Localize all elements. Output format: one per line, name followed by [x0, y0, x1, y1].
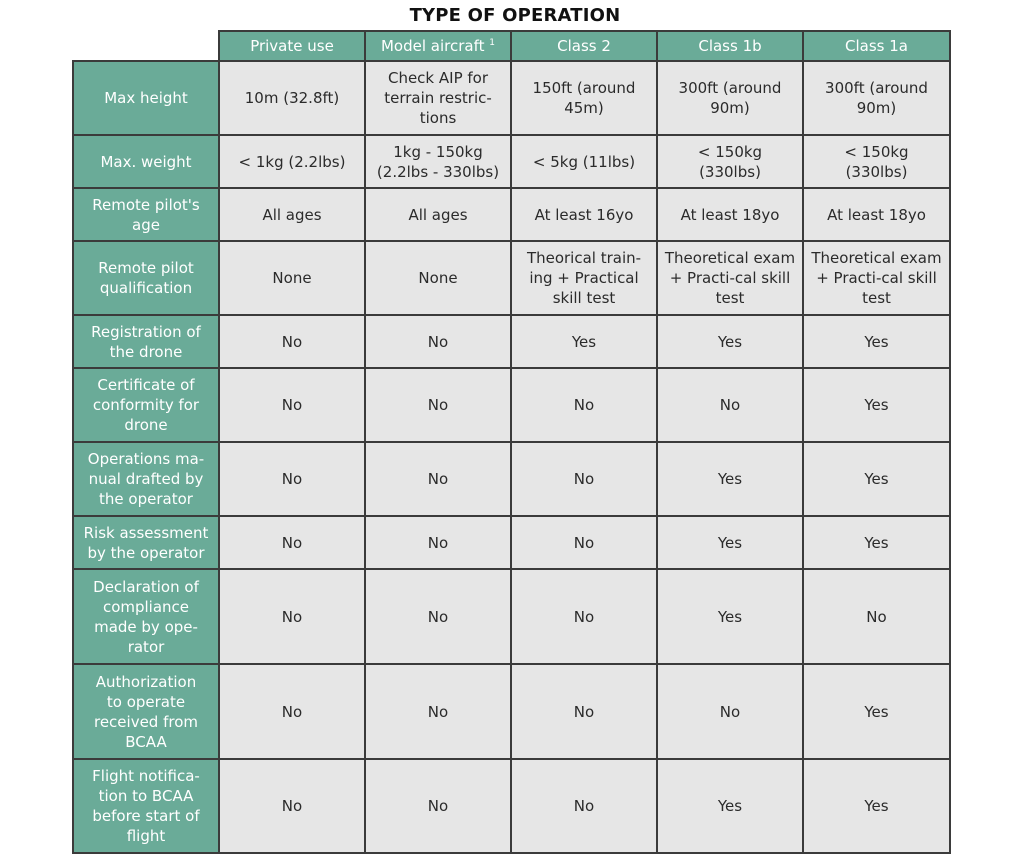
column-label: Class 2 [557, 37, 611, 55]
table-cell: All ages [365, 188, 511, 241]
table-cell: All ages [219, 188, 365, 241]
table-cell: Theorical train-ing + Practical skill test [511, 241, 657, 315]
table-cell: < 5kg (11lbs) [511, 135, 657, 188]
table-cell: Yes [657, 569, 803, 664]
table-cell: No [511, 516, 657, 569]
table-cell: No [219, 516, 365, 569]
table-cell: 150ft (around 45m) [511, 61, 657, 135]
table-cell: No [657, 664, 803, 759]
table-row-flight-notification [73, 759, 950, 853]
column-header-model-aircraft [365, 31, 511, 61]
table-cell: No [365, 759, 511, 853]
table-cell: At least 16yo [511, 188, 657, 241]
row-header: Authorization to operate received from BCAA [73, 664, 219, 759]
row-header: Certificate of conformity for drone [73, 368, 219, 442]
table-cell: No [219, 664, 365, 759]
table-cell: No [511, 442, 657, 516]
row-header: Risk assessment by the operator [73, 516, 219, 569]
table-row-pilot-qualification [73, 241, 950, 315]
table-cell: Check AIP for terrain restric-tions [365, 61, 511, 135]
table-cell: Theoretical exam + Practi-cal skill test [803, 241, 950, 315]
table-cell: Yes [803, 315, 950, 368]
table-cell: No [219, 368, 365, 442]
table-cell: 10m (32.8ft) [219, 61, 365, 135]
table-cell: Yes [657, 442, 803, 516]
table-cell: Theoretical exam + Practi-cal skill test [657, 241, 803, 315]
table-cell: No [365, 569, 511, 664]
table-cell: Yes [511, 315, 657, 368]
row-header: Remote pilot qualification [73, 241, 219, 315]
table-row-authorization [73, 664, 950, 759]
header-row [73, 31, 950, 61]
footnote-marker: 1 [489, 38, 496, 48]
row-header: Flight notifica-tion to BCAA before start of flight [73, 759, 219, 853]
column-header-class-2 [511, 31, 657, 61]
row-header: Declaration of compliance made by ope-rator [73, 569, 219, 664]
table-cell: Yes [803, 368, 950, 442]
table-cell: No [365, 315, 511, 368]
operations-table [72, 30, 951, 854]
table-cell: No [219, 442, 365, 516]
column-header-private-use [219, 31, 365, 61]
table-row-operations-manual [73, 442, 950, 516]
table-cell: < 1kg (2.2lbs) [219, 135, 365, 188]
table-cell: No [511, 569, 657, 664]
page-title: TYPE OF OPERATION [409, 5, 621, 26]
table-cell: Yes [657, 516, 803, 569]
table-cell: No [511, 664, 657, 759]
table-cell: Yes [803, 759, 950, 853]
corner-blank [73, 31, 219, 61]
column-header-class-1b [657, 31, 803, 61]
column-label: Class 1a [845, 37, 908, 55]
table-cell: None [365, 241, 511, 315]
row-header: Max. weight [73, 135, 219, 188]
table-cell: 300ft (around 90m) [803, 61, 950, 135]
table-cell: No [365, 442, 511, 516]
table-cell: No [219, 569, 365, 664]
table-row-risk-assessment [73, 516, 950, 569]
table-cell: Yes [803, 516, 950, 569]
table-cell: None [219, 241, 365, 315]
row-header: Remote pilot's age [73, 188, 219, 241]
table-cell: No [219, 759, 365, 853]
table-cell: No [365, 516, 511, 569]
column-label: Model aircraft [380, 37, 485, 55]
table-cell: Yes [657, 315, 803, 368]
table-cell: Yes [803, 664, 950, 759]
column-label: Class 1b [698, 37, 762, 55]
table-row-registration [73, 315, 950, 368]
column-header-class-1a [803, 31, 950, 61]
table-cell: 1kg - 150kg (2.2lbs - 330lbs) [365, 135, 511, 188]
table-cell: No [365, 664, 511, 759]
table-cell: Yes [803, 442, 950, 516]
row-header: Max height [73, 61, 219, 135]
table-cell: < 150kg (330lbs) [657, 135, 803, 188]
table-row-pilot-age [73, 188, 950, 241]
column-label: Private use [250, 37, 334, 55]
table-cell: 300ft (around 90m) [657, 61, 803, 135]
table-cell: No [657, 368, 803, 442]
table-cell: No [511, 368, 657, 442]
table-cell: < 150kg (330lbs) [803, 135, 950, 188]
table-cell: Yes [657, 759, 803, 853]
row-header: Operations ma-nual drafted by the operator [73, 442, 219, 516]
row-header: Registration of the drone [73, 315, 219, 368]
table-row-max-height [73, 61, 950, 135]
table-row-certificate [73, 368, 950, 442]
table-cell: No [219, 315, 365, 368]
table-cell: At least 18yo [803, 188, 950, 241]
table-row-max-weight [73, 135, 950, 188]
table-cell: No [511, 759, 657, 853]
table-cell: At least 18yo [657, 188, 803, 241]
table-row-declaration [73, 569, 950, 664]
table-cell: No [803, 569, 950, 664]
table-cell: No [365, 368, 511, 442]
